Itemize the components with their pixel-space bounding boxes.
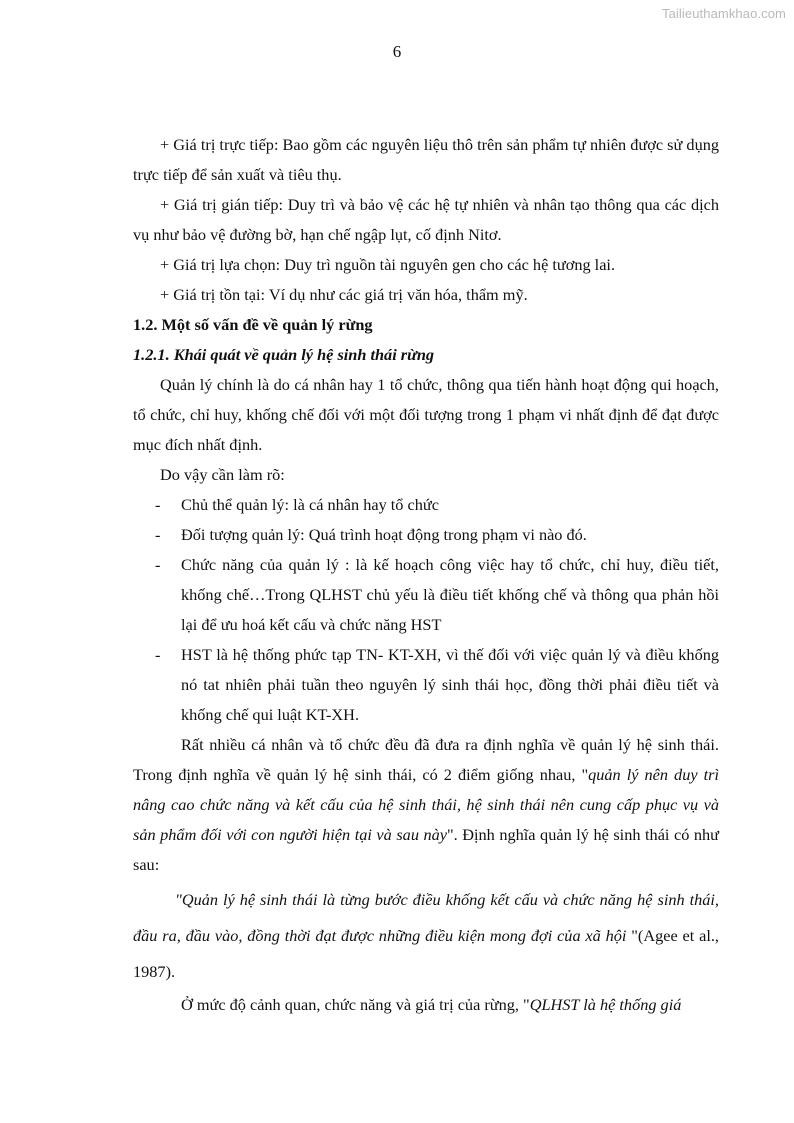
paragraph-management-definition: Quản lý chính là do cá nhân hay 1 tổ chức, thông qua tiến hành hoạt động qui hoạch, tổ chức, chỉ huy, khống chế đối với một đối tượng trong 1 phạm vi nhất định để đạt được mục đích nhất định.	[133, 375, 719, 454]
paragraph-text: Rất nhiều cá nhân và tổ chức đều đã đưa ra định nghĩa về quản lý hệ sinh thái. Trong định nghĩa về quản lý hệ sinh thái, có 2 điểm giống nhau, "	[133, 735, 719, 784]
dash-bullet: -	[155, 525, 161, 544]
paragraph-existence-value: + Giá trị tồn tại: Ví dụ như các giá trị văn hóa, thẩm mỹ.	[160, 285, 528, 304]
quote-agee-definition	[133, 882, 719, 990]
list-item	[133, 640, 719, 730]
page-number: 6	[392, 42, 402, 61]
paragraph-indirect-value: + Giá trị gián tiếp: Duy trì và bảo vệ các hệ tự nhiên và nhân tạo thông qua các dịch vụ như bảo vệ đường bờ, hạn chế ngập lụt, cố định Nitơ.	[133, 195, 719, 244]
quote-citation: "(Agee et al., 1987).	[133, 926, 720, 981]
paragraph-ecosystem-definitions	[133, 730, 719, 880]
watermark: Tailieuthamkhao.com	[661, 6, 786, 21]
list-item-text: HST là hệ thống phức tạp TN- KT-XH, vì thế đối với việc quản lý và điều khống nó tat nhiên phải tuần theo nguyên lý sinh thái học, đồng thời phải điều tiết và khống chế qui luật KT-XH.	[181, 645, 719, 724]
dash-bullet: -	[155, 555, 161, 574]
paragraph-italic-quote: QLHST là hệ thống giá	[529, 995, 682, 1014]
paragraph-clarify-intro: Do vậy cần làm rõ:	[160, 465, 285, 484]
paragraph-text: Ở mức độ cảnh quan, chức năng và giá trị của rừng, "	[181, 995, 530, 1014]
list-item-text: Đối tượng quản lý: Quá trình hoạt động trong phạm vi nào đó.	[181, 525, 587, 544]
paragraph-landscape-level	[133, 990, 719, 1020]
dash-bullet: -	[155, 645, 161, 664]
subsection-heading-1-2-1: 1.2.1. Khái quát về quản lý hệ sinh thái rừng	[133, 345, 435, 364]
list-item	[133, 550, 719, 640]
list-item	[133, 520, 719, 550]
list-item	[133, 490, 719, 520]
list-item-text: Chức năng của quản lý : là kế hoạch công việc hay tổ chức, chỉ huy, điều tiết, khống chế…Trong QLHST chủ yếu là điều tiết khống chế và thông qua phản hồi lại để ưu hoá kết cấu và chức năng HST	[181, 555, 719, 634]
list-item-text: Chủ thể quản lý: là cá nhân hay tổ chức	[181, 495, 439, 514]
quote-text: "Quản lý hệ sinh thái là từng bước điều khống kết cấu và chức năng hệ sinh thái, đầu ra, đầu vào, đồng thời đạt được những điều kiện mong đợi của xã hội	[133, 890, 719, 945]
paragraph-option-value: + Giá trị lựa chọn: Duy trì nguồn tài nguyên gen cho các hệ tương lai.	[160, 255, 616, 274]
section-heading-1-2: 1.2. Một số vấn đề về quản lý rừng	[133, 315, 373, 334]
dash-bullet: -	[155, 495, 161, 514]
document-body	[133, 130, 719, 1020]
paragraph-direct-value: + Giá trị trực tiếp: Bao gồm các nguyên liệu thô trên sản phẩm tự nhiên được sử dụng trực tiếp để sản xuất và tiêu thụ.	[133, 135, 719, 184]
paragraph-text: ". Định nghĩa quản lý hệ sinh thái có như sau:	[133, 825, 719, 874]
paragraph-italic-quote: quản lý nên duy trì nâng cao chức năng và kết cấu của hệ sinh thái, hệ sinh thái nên cung cấp phục vụ và sản phẩm đối với con người hiện tại và sau này	[133, 765, 719, 844]
